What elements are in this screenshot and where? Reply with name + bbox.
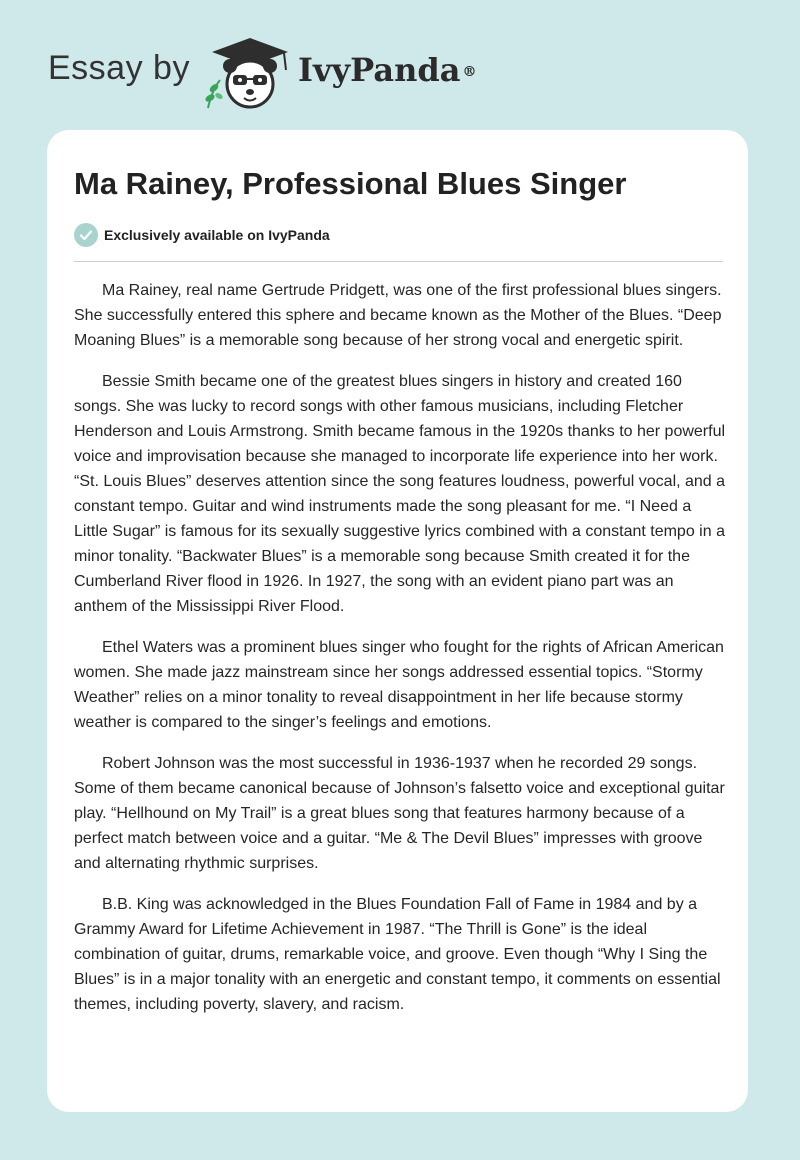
panda-logo-icon[interactable] <box>200 30 300 112</box>
paragraph: Bessie Smith became one of the greatest blues singers in history and created 160 songs. She was lucky to record songs with other famous musicians, including Fletcher Henderson and Louis Armstrong. Smith became famous in the 1920s thanks to her powerful voice and improvisation because she managed to incorporate life experience into her work. “St. Louis Blues” deserves attention since the song features loudness, powerful vocal, and a constant tempo. Guitar and wind instruments made the song pleasant for me. “I Need a Little Sugar” is famous for its sexually suggestive lyrics combined with a constant tempo in a minor tonality. “Backwater Blues” is a memorable song because Smith created it for the Cumberland River flood in 1926. In 1927, the song with an evident piano part was an anthem of the Mississippi River Flood. <box>74 373 726 615</box>
site-header <box>0 0 800 120</box>
essay-by-label: Essay by <box>48 49 190 87</box>
paragraph: Robert Johnson was the most successful in 1936-1937 when he recorded 29 songs. Some of them became canonical because of Johnson’s falsetto voice and exceptional guitar play. “Hellhound on My Trail” is a great blues song that features harmony because of a perfect match between voice and a guitar. “Me & The Devil Blues” impresses with groove and alternating rhythmic surprises. <box>74 755 725 872</box>
registered-mark: ® <box>462 64 477 80</box>
exclusive-badge-label: Exclusively available on IvyPanda <box>104 227 330 243</box>
check-circle-icon <box>74 223 98 247</box>
brand-name[interactable] <box>298 50 476 90</box>
essay-card <box>47 130 748 1112</box>
paragraph: Ethel Waters was a prominent blues singer who fought for the rights of African American women. She made jazz mainstream since her songs addressed essential topics. “Stormy Weather” relies on a minor tonality to reveal disappointment in her life because stormy weather is compared to the singer’s feelings and emotions. <box>74 639 724 731</box>
exclusive-badge <box>74 222 330 248</box>
essay-body <box>74 278 726 1033</box>
brand-text: IvyPanda <box>298 51 461 89</box>
divider <box>74 261 723 262</box>
paragraph: Ma Rainey, real name Gertrude Pridgett, was one of the first professional blues singers. She successfully entered this sphere and became known as the Mother of the Blues. “Deep Moaning Blues” is a memorable song because of her strong vocal and energetic spirit. <box>74 282 722 349</box>
page-title: Ma Rainey, Professional Blues Singer <box>74 166 627 201</box>
paragraph: B.B. King was acknowledged in the Blues Foundation Fall of Fame in 1984 and by a Grammy Award for Lifetime Achievement in 1987. “The Thrill is Gone” is the ideal combination of guitar, drums, remarkable voice, and groove. Even though “Why I Sing the Blues” is in a major tonality with an energetic and constant tempo, it comments on essential themes, including poverty, slavery, and racism. <box>74 896 721 1013</box>
